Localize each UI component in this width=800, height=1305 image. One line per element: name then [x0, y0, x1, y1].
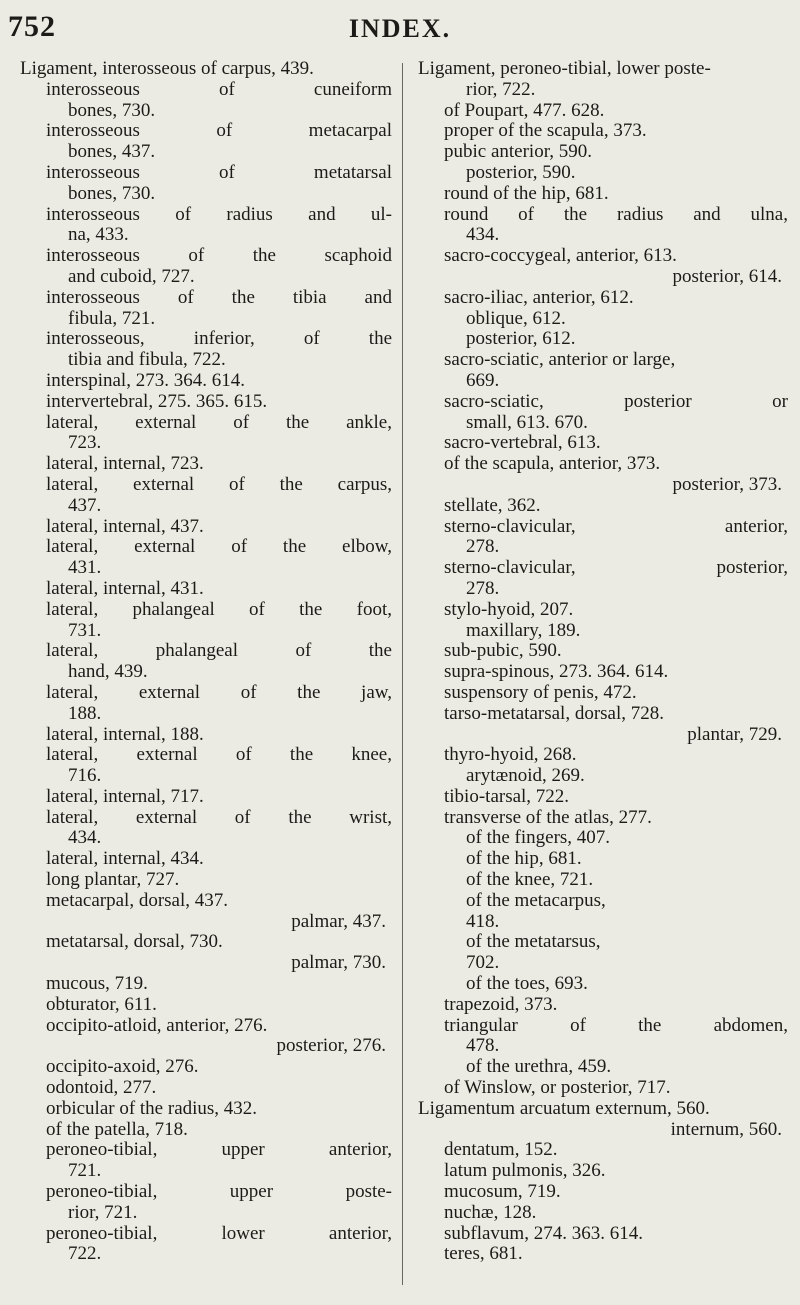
- index-entry-line: subflavum, 274. 363. 614.: [444, 1222, 643, 1244]
- index-entry-line: supra-spinous, 273. 364. 614.: [444, 661, 669, 683]
- index-entry-line: interosseous of radius and ul-: [46, 203, 392, 225]
- index-entry-line: lateral, internal, 431.: [46, 577, 204, 599]
- index-entry-line: lateral, internal, 723.: [46, 453, 204, 475]
- index-entry-line: sacro-vertebral, 613.: [444, 432, 601, 454]
- index-entry-line: lateral, internal, 188.: [46, 723, 204, 745]
- index-entry-line: of the hip, 681.: [466, 848, 582, 870]
- index-entry-line: stylo-hyoid, 207.: [444, 598, 574, 620]
- index-entry-line: nuchæ, 128.: [444, 1201, 537, 1223]
- index-entry-line: 434.: [466, 224, 500, 246]
- index-entry-line: 418.: [466, 910, 500, 932]
- index-entry-line: of the fingers, 407.: [466, 827, 611, 849]
- index-entry-line: peroneo-tibial, upper anterior,: [46, 1139, 392, 1161]
- index-entry-line: metacarpal, dorsal, 437.: [46, 889, 229, 911]
- index-entry-line: sterno-clavicular, posterior,: [444, 557, 788, 579]
- index-entry-line: palmar, 730.: [291, 952, 386, 974]
- index-entry-line: 478.: [466, 1035, 500, 1057]
- index-entry-line: hand, 439.: [68, 661, 148, 683]
- index-entry-line: of the toes, 693.: [466, 973, 588, 995]
- index-entry-line: sacro-sciatic, anterior or large,: [444, 349, 676, 371]
- index-entry-line: long plantar, 727.: [46, 869, 180, 891]
- index-entry-line: interosseous of cuneiform: [46, 78, 392, 100]
- index-entry-line: pubic anterior, 590.: [444, 141, 593, 163]
- index-entry-line: occipito-axoid, 276.: [46, 1056, 199, 1078]
- index-entry-line: odontoid, 277.: [46, 1077, 157, 1099]
- index-entry-line: 723.: [68, 432, 102, 454]
- index-entry-line: intervertebral, 275. 365. 615.: [46, 390, 268, 412]
- index-entry-line: of the metatarsus,: [466, 931, 601, 953]
- index-entry-line: thyro-hyoid, 268.: [444, 744, 577, 766]
- index-entry-line: peroneo-tibial, upper poste-: [46, 1181, 392, 1203]
- index-column-left: [20, 59, 392, 1265]
- index-entry-line: na, 433.: [68, 224, 129, 246]
- index-entry-line: rior, 721.: [68, 1201, 138, 1223]
- index-entry-line: 188.: [68, 702, 102, 724]
- page-header: [0, 10, 800, 50]
- index-entry-line: dentatum, 152.: [444, 1139, 558, 1161]
- index-entry-line: small, 613. 670.: [466, 411, 588, 433]
- index-entry-line: 721.: [68, 1160, 102, 1182]
- index-entry-line: transverse of the atlas, 277.: [444, 806, 652, 828]
- index-entry-line: occipito-atloid, anterior, 276.: [46, 1014, 268, 1036]
- index-entry-line: interspinal, 273. 364. 614.: [46, 369, 245, 391]
- index-entry-line: mucosum, 719.: [444, 1181, 561, 1203]
- index-entry-line: tibio-tarsal, 722.: [444, 785, 570, 807]
- index-entry-line: orbicular of the radius, 432.: [46, 1097, 258, 1119]
- index-entry-line: stellate, 362.: [444, 494, 541, 516]
- index-entry-line: of the knee, 721.: [466, 869, 594, 891]
- index-entry-line: of Winslow, or posterior, 717.: [444, 1077, 671, 1099]
- index-entry-line: 731.: [68, 619, 102, 641]
- index-entry-line: 702.: [466, 952, 500, 974]
- index-entry-line: internum, 560.: [670, 1118, 782, 1140]
- index-entry-line: posterior, 373.: [672, 473, 782, 495]
- index-entry-line: tarso-metatarsal, dorsal, 728.: [444, 702, 665, 724]
- running-head: INDEX.: [348, 14, 452, 43]
- index-entry-line: Ligament, peroneo-tibial, lower poste-: [418, 58, 711, 79]
- index-entry-line: round of the radius and ulna,: [444, 203, 788, 225]
- index-entry-line: posterior, 614.: [672, 265, 782, 287]
- index-entry-line: tibia and fibula, 722.: [68, 349, 226, 371]
- index-entry-line: sacro-sciatic, posterior or: [444, 390, 788, 412]
- index-entry-line: metatarsal, dorsal, 730.: [46, 931, 223, 953]
- index-entry-line: of the urethra, 459.: [466, 1056, 612, 1078]
- index-entry-line: interosseous, inferior, of the: [46, 328, 392, 350]
- index-entry-line: obturator, 611.: [46, 993, 157, 1015]
- index-entry-line: interosseous of the tibia and: [46, 286, 392, 308]
- index-entry-line: latum pulmonis, 326.: [444, 1160, 606, 1182]
- index-entry-line: of the scapula, anterior, 373.: [444, 453, 661, 475]
- index-entry-line: interosseous of metacarpal: [46, 120, 392, 142]
- index-entry-line: of the metacarpus,: [466, 889, 606, 911]
- index-entry-line: sacro-iliac, anterior, 612.: [444, 286, 634, 308]
- index-entry-line: lateral, phalangeal of the: [46, 640, 392, 662]
- index-entry-line: lateral, external of the knee,: [46, 744, 392, 766]
- index-entry-line: bones, 730.: [68, 99, 156, 121]
- index-entry-line: and cuboid, 727.: [68, 265, 195, 287]
- index-entry-line: lateral, external of the elbow,: [46, 536, 392, 558]
- index-entry-line: Ligament, interosseous of carpus, 439.: [20, 58, 314, 79]
- index-entry-line: Ligamentum arcuatum externum, 560.: [418, 1097, 710, 1119]
- index-entry-line: interosseous of metatarsal: [46, 161, 392, 183]
- index-entry-line: 434.: [68, 827, 102, 849]
- index-entry-line: lateral, internal, 437.: [46, 515, 204, 537]
- index-entry-line: maxillary, 189.: [466, 619, 581, 641]
- index-entry-line: peroneo-tibial, lower anterior,: [46, 1222, 392, 1244]
- index-entry-line: lateral, internal, 717.: [46, 785, 204, 807]
- index-entry-line: bones, 437.: [68, 141, 156, 163]
- index-entry-line: posterior, 276.: [276, 1035, 386, 1057]
- index-entry-line: 716.: [68, 765, 102, 787]
- index-entry-line: mucous, 719.: [46, 973, 148, 995]
- index-entry-line: 431.: [68, 557, 102, 579]
- index-entry-line: round of the hip, 681.: [444, 182, 609, 204]
- index-entry-line: of the patella, 718.: [46, 1118, 188, 1140]
- index-entry-line: sterno-clavicular, anterior,: [444, 515, 788, 537]
- index-entry-line: lateral, external of the carpus,: [46, 473, 392, 495]
- index-entry-line: interosseous of the scaphoid: [46, 245, 392, 267]
- index-entry-line: lateral, external of the jaw,: [46, 681, 392, 703]
- index-entry-line: plantar, 729.: [687, 723, 782, 745]
- column-divider: [402, 63, 403, 1285]
- index-entry-line: lateral, external of the ankle,: [46, 411, 392, 433]
- page-number: 752: [8, 10, 56, 43]
- index-entry-line: lateral, internal, 434.: [46, 848, 204, 870]
- index-entry-line: sub-pubic, 590.: [444, 640, 562, 662]
- index-entry-line: 722.: [68, 1243, 102, 1265]
- index-entry-line: suspensory of penis, 472.: [444, 681, 637, 703]
- index-entry-line: of Poupart, 477. 628.: [444, 99, 605, 121]
- index-entry-line: bones, 730.: [68, 182, 156, 204]
- index-entry-line: rior, 722.: [466, 78, 536, 100]
- index-entry-line: 437.: [68, 494, 102, 516]
- index-entry-line: trapezoid, 373.: [444, 993, 558, 1015]
- index-entry-line: sacro-coccygeal, anterior, 613.: [444, 245, 677, 267]
- index-entry-line: oblique, 612.: [466, 307, 566, 329]
- index-entry-line: teres, 681.: [444, 1243, 523, 1265]
- index-column-right: [418, 59, 788, 1265]
- index-entry-line: arytænoid, 269.: [466, 765, 585, 787]
- index-entry-line: lateral, phalangeal of the foot,: [46, 598, 392, 620]
- index-entry-line: posterior, 612.: [466, 328, 576, 350]
- index-entry-line: 278.: [466, 536, 500, 558]
- index-entry-line: 669.: [466, 369, 500, 391]
- index-entry-line: posterior, 590.: [466, 161, 576, 183]
- index-entry-line: lateral, external of the wrist,: [46, 806, 392, 828]
- index-entry-line: 278.: [466, 577, 500, 599]
- index-entry-line: fibula, 721.: [68, 307, 156, 329]
- index-entry-line: triangular of the abdomen,: [444, 1014, 788, 1036]
- index-entry-line: proper of the scapula, 373.: [444, 120, 647, 142]
- index-entry-line: palmar, 437.: [291, 910, 386, 932]
